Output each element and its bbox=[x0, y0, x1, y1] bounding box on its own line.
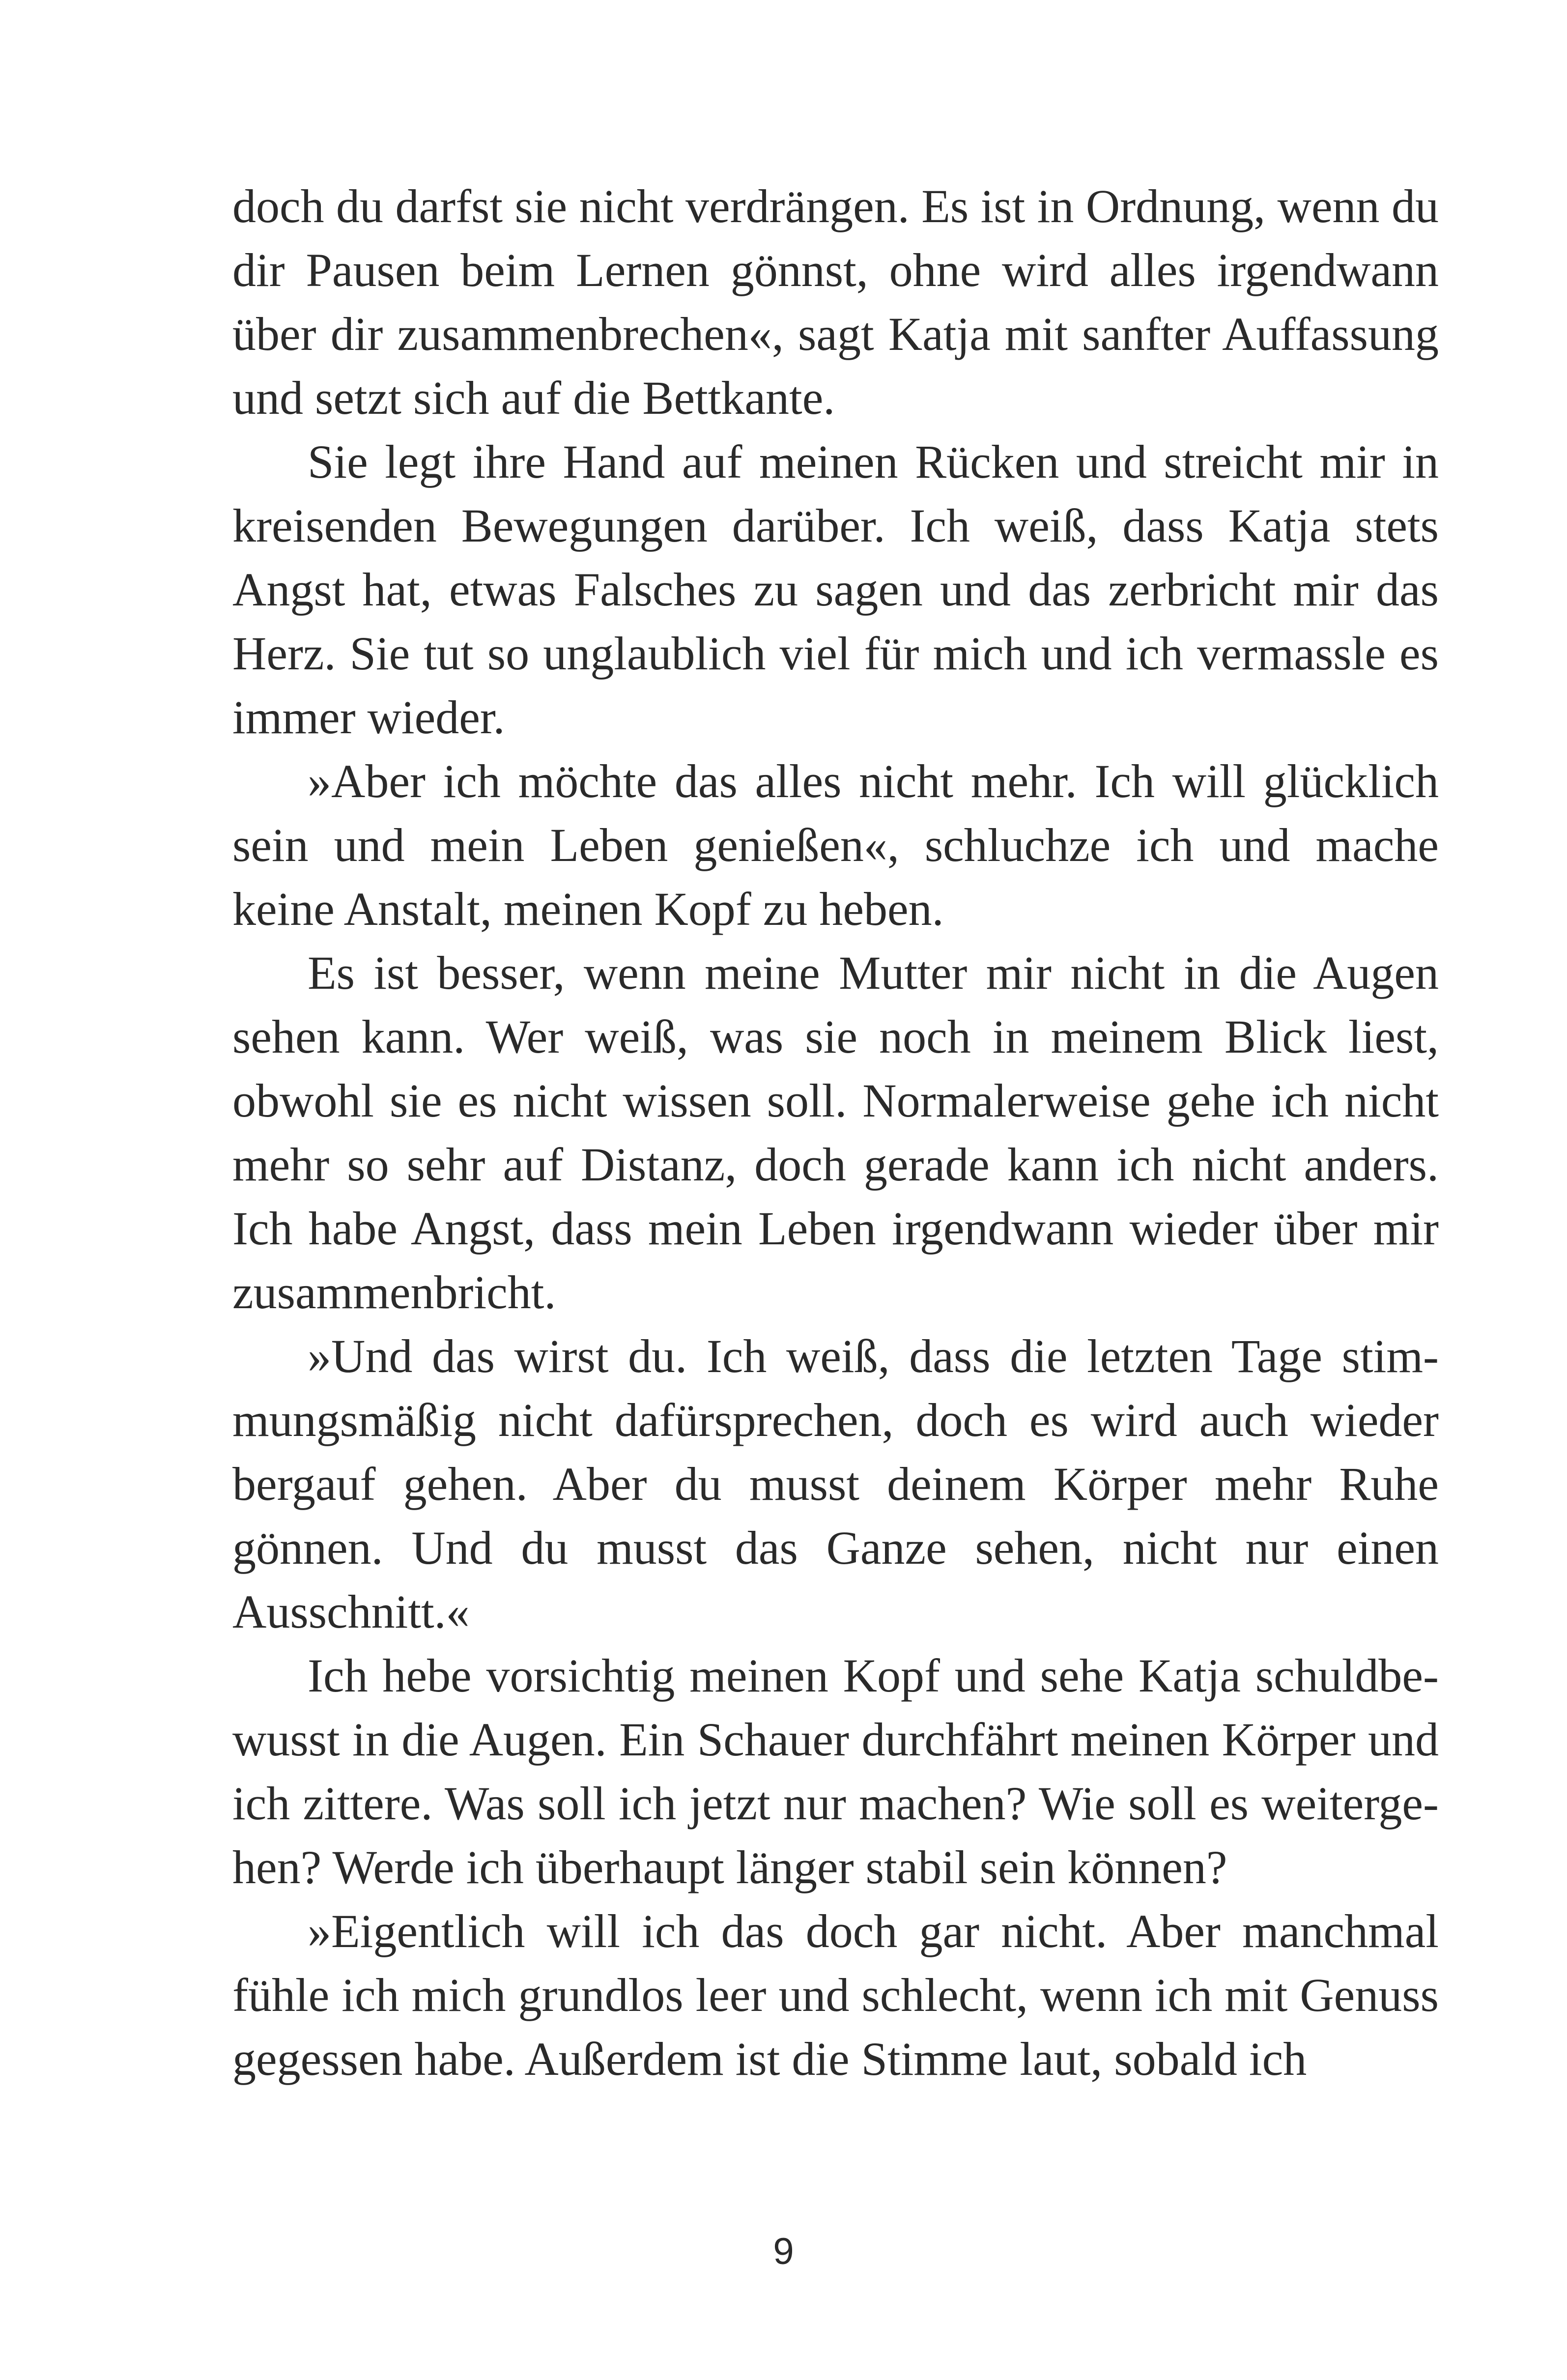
paragraph-4: Es ist besser, wenn meine Mutter mir nicht in die Augen sehen kann. Wer weiß, was sie noch in meinem Blick liest, obwohl sie es nicht wissen soll. Normalerweise gehe ich nicht mehr so sehr auf Distanz, doch gerade kann ich nicht anders. Ich habe Angst, dass mein Leben irgendwann wieder über mir zusammenbricht. bbox=[232, 946, 1439, 1319]
page-number: 9 bbox=[773, 2231, 794, 2272]
paragraph-6: Ich hebe vorsichtig meinen Kopf und sehe Katja schuldbewusst in die Augen. Ein Schauer durchfährt meinen Körper und ich zittere. Was soll ich jetzt nur machen? Wie soll es weitergehen? Werde ich überhaupt länger stabil sein können? bbox=[232, 1649, 1439, 1893]
paragraph-3: »Aber ich möchte das alles nicht mehr. Ich will glücklich sein und mein Leben genießen«, schluchze ich und mache keine Anstalt, meinen Kopf zu heben. bbox=[232, 755, 1439, 935]
paragraph-7: »Eigentlich will ich das doch gar nicht. Aber manchmal fühle ich mich grundlos leer und schlecht, wenn ich mit Genuss gegessen habe. Außerdem ist die Stimme laut, sobald ich bbox=[232, 1905, 1439, 2085]
paragraph-5: »Und das wirst du. Ich weiß, dass die letzten Tage stimmungsmäßig nicht dafürsprechen, doch es wird auch wieder bergauf gehen. Aber du musst deinem Körper mehr Ruhe gönnen. Und du musst das Ganze sehen, nicht nur einen Ausschnitt.« bbox=[232, 1330, 1439, 1638]
paragraph-1: doch du darfst sie nicht verdrängen. Es ist in Ordnung, wenn du dir Pausen beim Lernen gönnst, ohne wird alles irgendwann über dir zusammenbrechen«, sagt Katja mit sanfter Auffassung und setzt sich auf die Bettkante. bbox=[232, 180, 1439, 424]
paragraph-2: Sie legt ihre Hand auf meinen Rücken und streicht mir in kreisenden Bewegungen darüber. Ich weiß, dass Katja stets Angst hat, etwas Falsches zu sagen und das zerbricht mir das Herz. Sie tut so unglaublich viel für mich und ich vermassle es immer wieder. bbox=[232, 435, 1439, 744]
body-text bbox=[232, 174, 1439, 2091]
